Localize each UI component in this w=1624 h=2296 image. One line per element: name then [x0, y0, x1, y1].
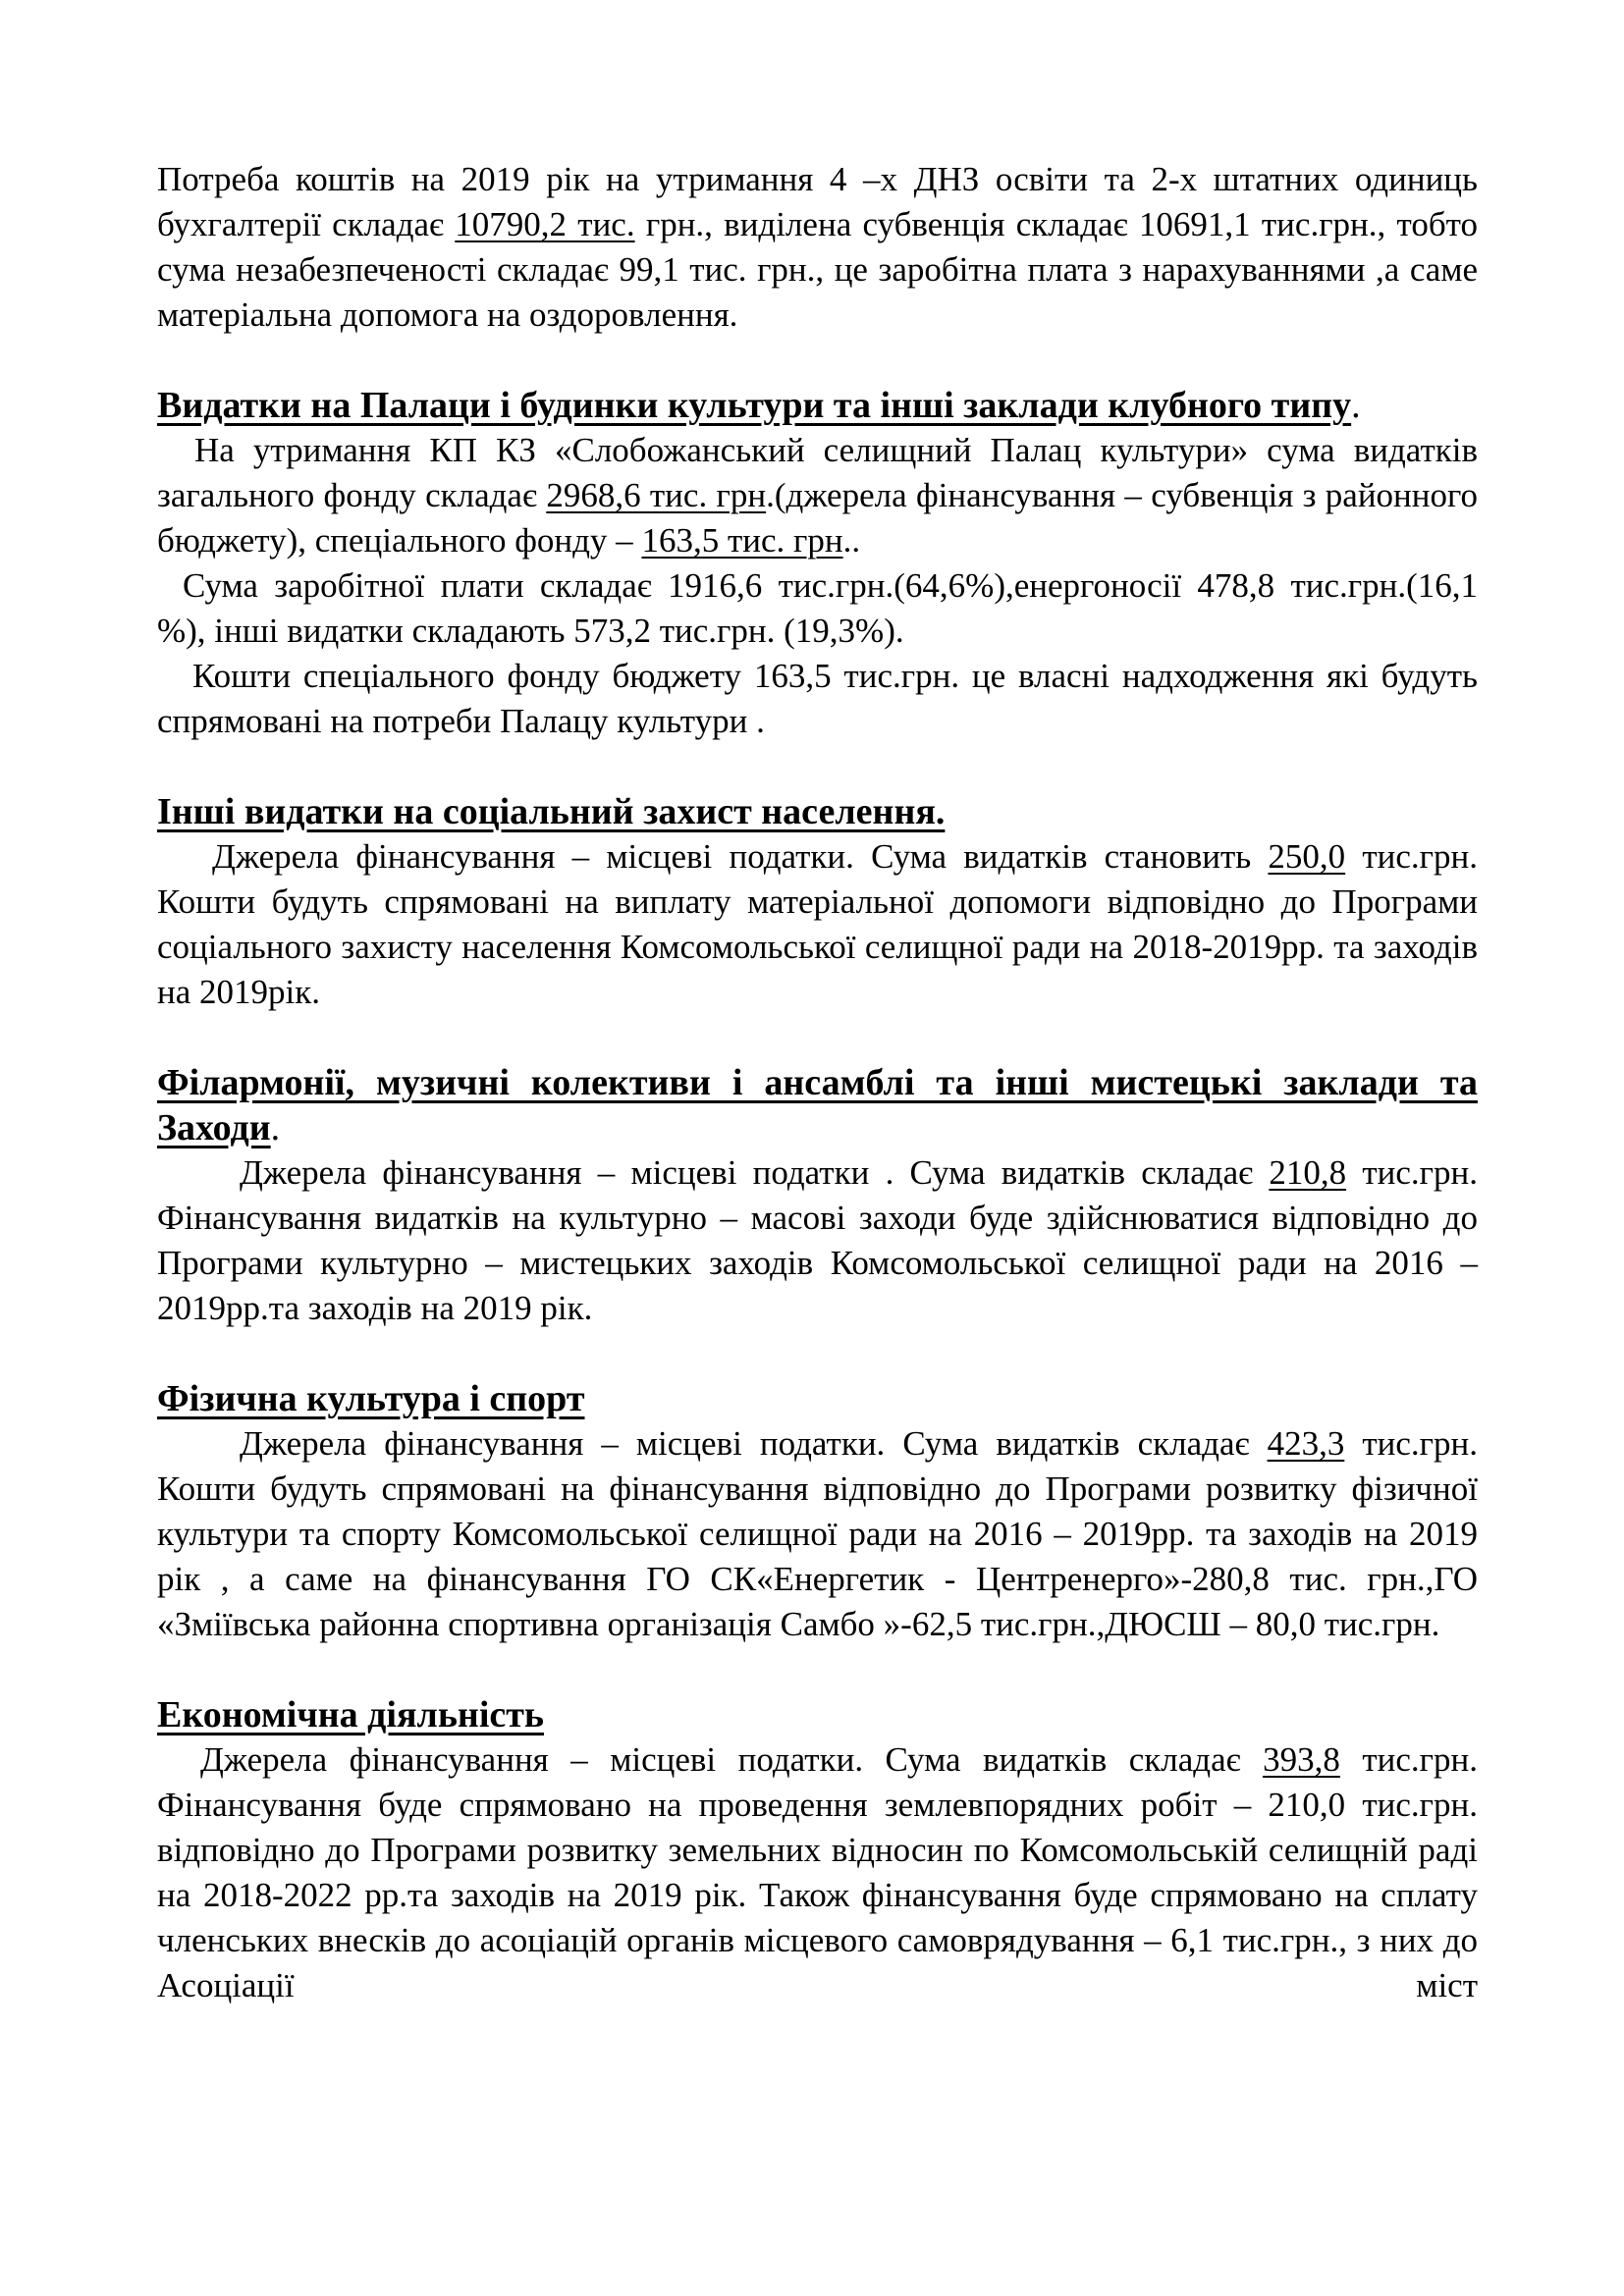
social-paragraph	[157, 834, 1478, 1015]
economy-heading	[157, 1692, 1478, 1737]
intro-amount: 10790,2 тис.	[455, 205, 635, 243]
philharmonic-amount: 210,8	[1269, 1153, 1347, 1192]
philharmonic-paragraph	[157, 1150, 1478, 1331]
social-text-b: тис.грн. Кошти будуть спрямовані на виплату матеріальної допомоги відповідно до Програми соціального захисту населення Комсомольської селищної ради на 2018-2019рр. та заходів на 2019рік.	[157, 837, 1478, 1011]
culture-p1-text-b: .(джерела фінансування – субвенція з районного бюджету), спеціального фонду –	[157, 476, 1478, 560]
economy-amount: 393,8	[1263, 1740, 1340, 1779]
culture-general-fund-amount: 2968,6 тис. грн	[546, 476, 767, 514]
economy-heading-text: Економічна діяльність	[157, 1694, 545, 1735]
sport-text-b: тис.грн. Кошти будуть спрямовані на фінансування відповідно до Програми розвитку фізичної культури та спорту Комсомольської селищної ради на 2016 – 2019рр. та заходів на 2019 рік , а саме на фінансування ГО СК«Енергетик - Центренерго»-280,8 тис. грн.,ГО «Зміївська районна спортивна організація Самбо »-62,5 тис.грн.,ДЮСШ – 80,0 тис.грн.	[157, 1424, 1478, 1643]
intro-text-start: Потреба коштів на 2019 рік на утримання 4 –х ДНЗ освіти та 2-х штатних одиниць бухгалтерії складає	[157, 160, 1478, 243]
intro-paragraph	[157, 157, 1478, 338]
document-body	[157, 157, 1478, 2008]
culture-special-fund-amount: 163,5 тис. грн	[641, 521, 843, 560]
philharmonic-heading	[157, 1060, 1478, 1150]
culture-paragraph-1	[157, 428, 1478, 563]
social-heading	[157, 789, 1478, 834]
culture-heading-text: Видатки на Палаци і будинки культури та інші заклади клубного типу	[157, 385, 1352, 426]
social-text-a: Джерела фінансування – місцеві податки. Сума видатків становить	[212, 837, 1269, 876]
culture-paragraph-2: Сума заробітної плати складає 1916,6 тис.грн.(64,6%),енергоносії 478,8 тис.грн.(16,1 %), інші видатки складають 573,2 тис.грн. (19,3%).	[157, 566, 1478, 650]
philharmonic-heading-text: Філармонії, музичні колективи і ансамблі та інші мистецькі заклади та Заходи	[157, 1062, 1478, 1148]
philharmonic-text-b: тис.грн. Фінансування видатків на культурно – масові заходи буде здійснюватися відповідно до Програми культурно – мистецьких заходів Комсомольської селищної ради на 2016 – 2019рр.та заходів на 2019 рік.	[157, 1153, 1478, 1327]
economy-paragraph	[157, 1737, 1478, 2008]
social-heading-text: Інші видатки на соціальний захист населення.	[157, 791, 946, 832]
sport-heading	[157, 1376, 1478, 1421]
sport-paragraph	[157, 1421, 1478, 1647]
social-amount: 250,0	[1268, 837, 1346, 876]
sport-amount: 423,3	[1267, 1424, 1345, 1463]
culture-p1-text-c: ..	[842, 521, 861, 560]
culture-p1-text-a: На утримання КП КЗ «Слобожанський селищний Палац культури» сума видатків загального фонду складає	[157, 431, 1478, 514]
sport-heading-text: Фізична культура і спорт	[157, 1378, 585, 1419]
economy-text-a: Джерела фінансування – місцеві податки. Сума видатків складає	[200, 1740, 1264, 1779]
culture-heading	[157, 383, 1478, 428]
culture-paragraph-3: Кошти спеціального фонду бюджету 163,5 тис.грн. це власні надходження які будуть спрямовані на потреби Палацу культури .	[157, 657, 1478, 740]
economy-text-b: тис.грн. Фінансування буде спрямовано на проведення землевпорядних робіт – 210,0 тис.грн. відповідно до Програми розвитку земельних відносин по Комсомольській селищній раді на 2018-2022 рр.та заходів на 2019 рік. Також фінансування буде спрямовано на сплату членських внесків до асоціацій органів місцевого самоврядування – 6,1 тис.грн., з них до Асоціації міст	[157, 1740, 1478, 2004]
philharmonic-text-a: Джерела фінансування – місцеві податки . Сума видатків складає	[240, 1153, 1270, 1192]
sport-text-a: Джерела фінансування – місцеві податки. Сума видатків складає	[240, 1424, 1268, 1463]
culture-heading-dot: .	[1351, 385, 1361, 426]
philharmonic-heading-dot: .	[270, 1107, 281, 1148]
intro-text-end: грн., виділена субвенція складає 10691,1 тис.грн., тобто сума незабезпеченості складає 99,1 тис. грн., це заробітна плата з нарахуваннями ,а саме матеріальна допомога на оздоровлення.	[157, 205, 1478, 334]
